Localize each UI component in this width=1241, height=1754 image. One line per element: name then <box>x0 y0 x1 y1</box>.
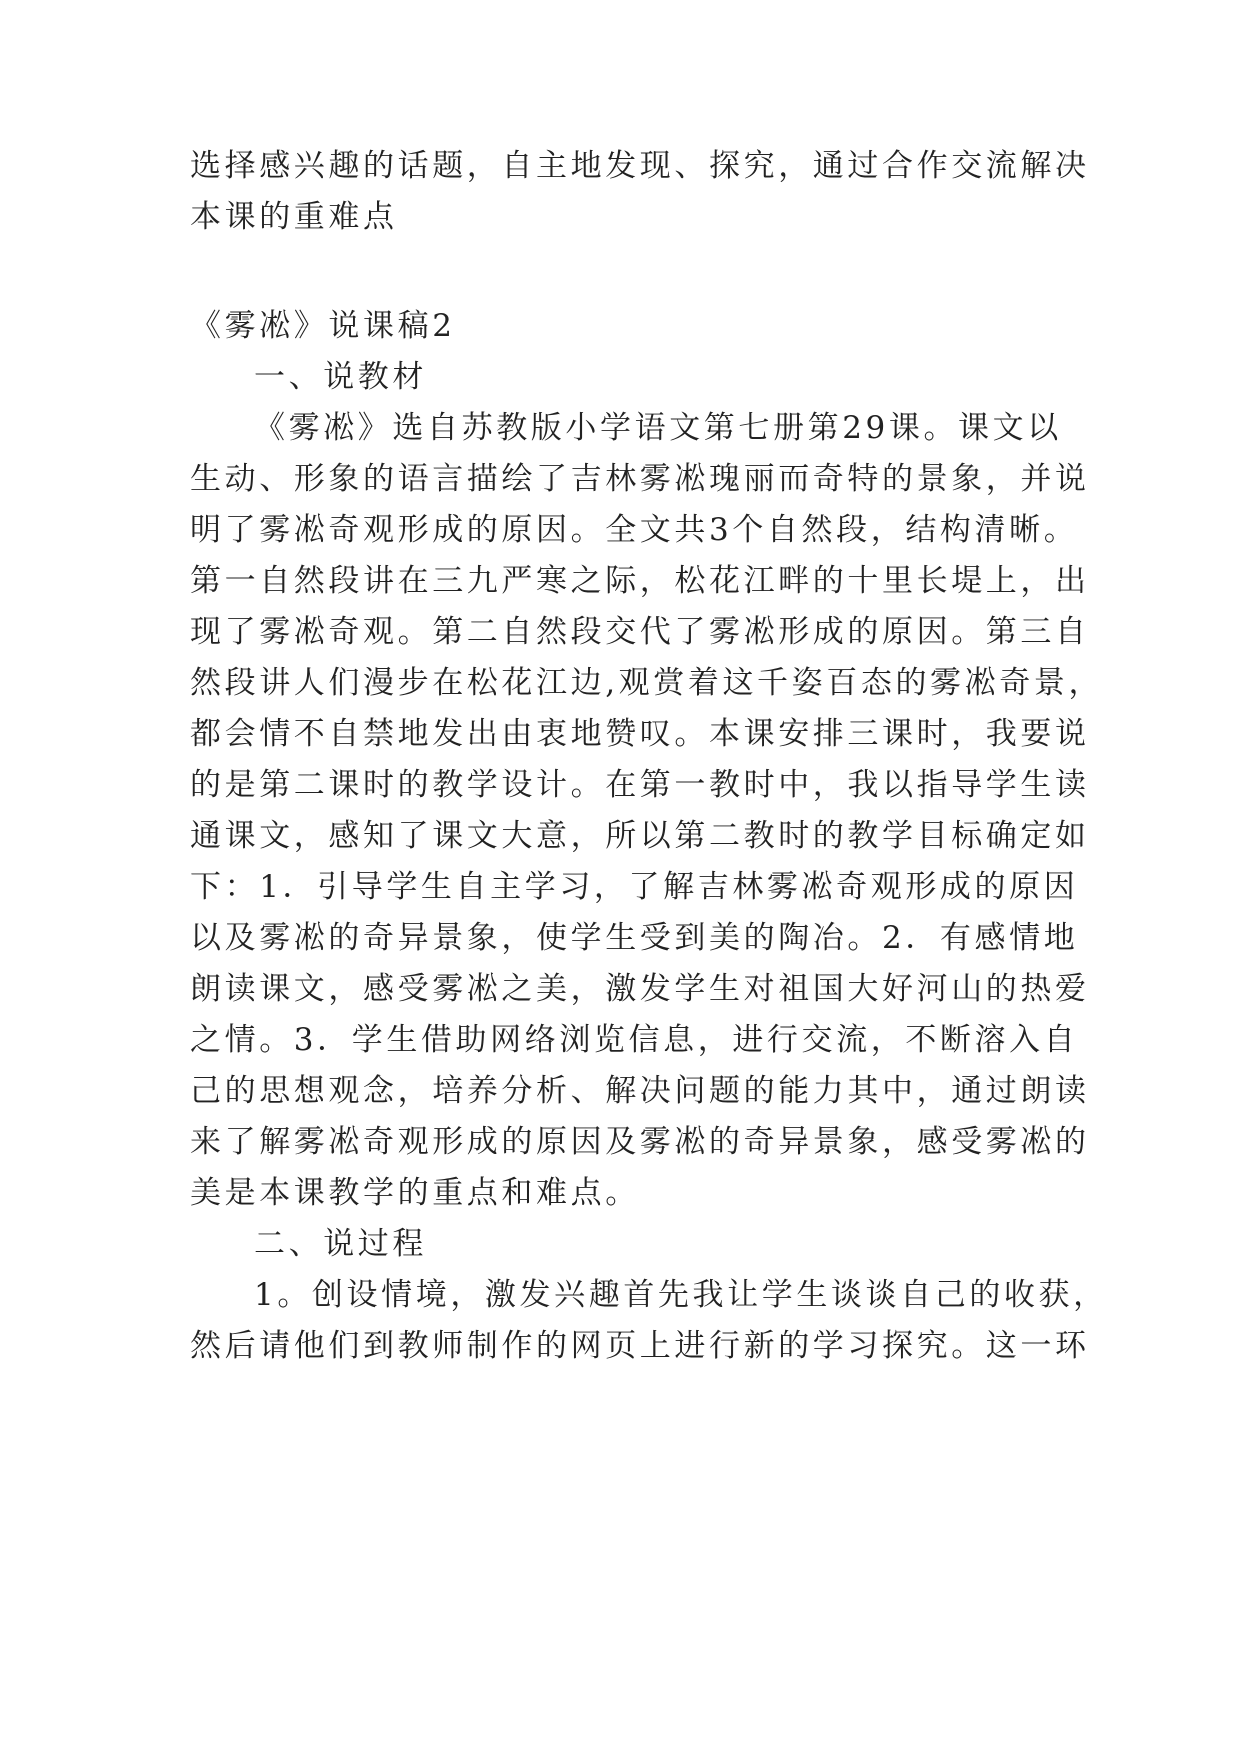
paragraph-line: 来了解雾凇奇观形成的原因及雾凇的奇异景象，感受雾凇的 <box>190 1124 1090 1160</box>
paragraph-line: 下：1．引导学生自主学习，了解吉林雾凇奇观形成的原因 <box>190 869 1079 905</box>
paragraph-line: 通课文，感知了课文大意，所以第二教时的教学目标确定如 <box>190 818 1090 854</box>
heading-process: 二、说过程 <box>254 1226 427 1262</box>
paragraph-line: 的是第二课时的教学设计。在第一教时中，我以指导学生读 <box>190 767 1090 803</box>
paragraph-line: 然后请他们到教师制作的网页上进行新的学习探究。这一环 <box>190 1328 1090 1364</box>
paragraph-line: 朗读课文，感受雾凇之美，激发学生对祖国大好河山的热爱 <box>190 971 1090 1007</box>
paragraph-line: 生动、形象的语言描绘了吉林雾凇瑰丽而奇特的景象，并说 <box>190 461 1090 497</box>
paragraph-line: 现了雾凇奇观。第二自然段交代了雾凇形成的原因。第三自 <box>190 614 1090 650</box>
paragraph-line: 美是本课教学的重点和难点。 <box>190 1175 640 1211</box>
paragraph-line: 以及雾凇的奇异景象，使学生受到美的陶冶。2．有感情地 <box>190 920 1079 956</box>
paragraph-line: 然段讲人们漫步在松花江边,观赏着这千姿百态的雾凇奇景， <box>190 665 1104 701</box>
paragraph-line: 第一自然段讲在三九严寒之际，松花江畔的十里长堤上，出 <box>190 563 1090 599</box>
intro-line: 本课的重难点 <box>190 199 398 235</box>
paragraph-line: 1。创设情境，激发兴趣首先我让学生谈谈自己的收获， <box>254 1277 1108 1313</box>
paragraph-line: 之情。3．学生借助网络浏览信息，进行交流，不断溶入自 <box>190 1022 1079 1058</box>
paragraph-line: 《雾凇》选自苏教版小学语文第七册第29课。课文以 <box>254 410 1062 446</box>
paragraph-line: 己的思想观念，培养分析、解决问题的能力其中，通过朗读 <box>190 1073 1090 1109</box>
intro-line: 选择感兴趣的话题，自主地发现、探究，通过合作交流解决 <box>190 148 1090 184</box>
section-title: 《雾凇》说课稿2 <box>190 308 456 344</box>
paragraph-line: 明了雾凇奇观形成的原因。全文共3个自然段，结构清晰。 <box>190 512 1079 548</box>
paragraph-line: 都会情不自禁地发出由衷地赞叹。本课安排三课时，我要说 <box>190 716 1090 752</box>
heading-textbook: 一、说教材 <box>254 359 427 395</box>
